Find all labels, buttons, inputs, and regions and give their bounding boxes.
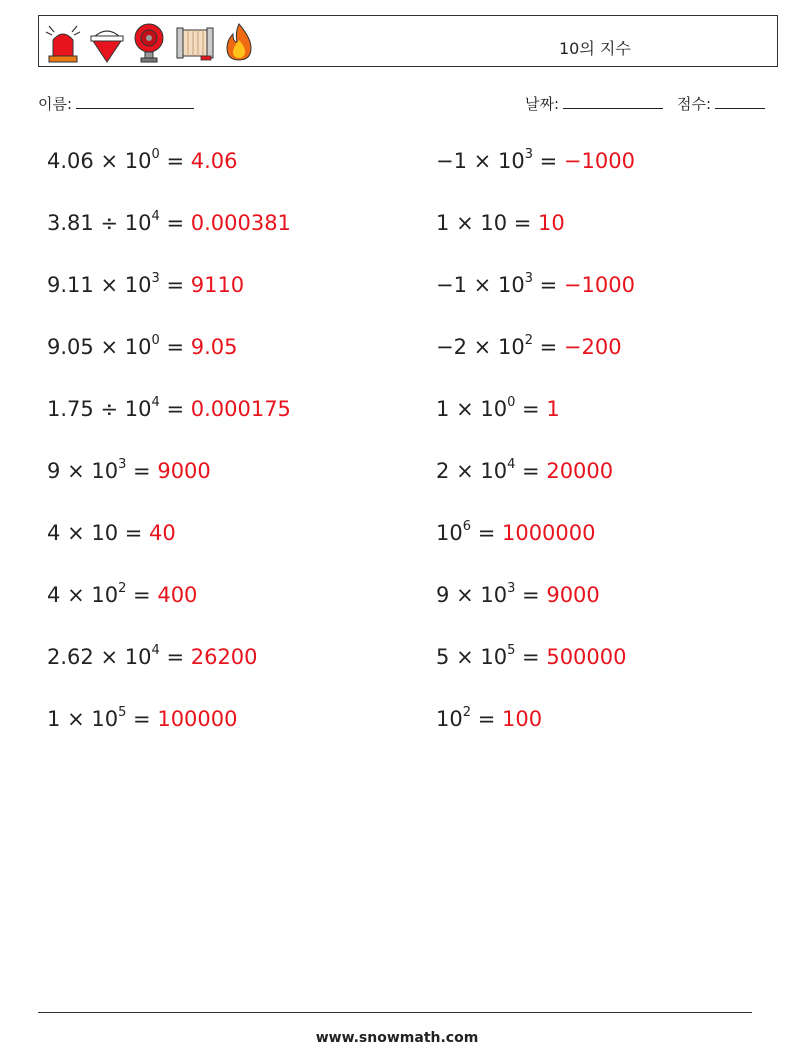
problem-base: 9.05 <box>47 335 94 359</box>
problem-op: × <box>67 707 85 731</box>
problem-op: × <box>67 521 85 545</box>
problem-base: −1 <box>436 273 467 297</box>
problem-op: × <box>100 645 119 669</box>
problem-op: × <box>456 645 474 669</box>
power-base-ten: 10 <box>497 335 525 359</box>
problem-exp: 0 <box>507 395 516 410</box>
problem-answer: 1000000 <box>501 521 596 545</box>
siren-icon <box>43 20 83 64</box>
problem-op: × <box>100 335 119 359</box>
problem-base: 2 <box>436 459 450 483</box>
power-base-ten: 10 <box>124 335 152 359</box>
problem-base: 3.81 <box>47 211 94 235</box>
problem-exp: 3 <box>151 271 160 286</box>
problem-answer: 26200 <box>190 645 258 669</box>
problem-exp: 4 <box>151 395 160 410</box>
problem-answer: 100 <box>501 707 543 731</box>
problem-exp: 2 <box>118 581 127 596</box>
problem-op: × <box>473 335 492 359</box>
problem-exp: 3 <box>118 457 127 472</box>
problem-exp: 6 <box>462 519 472 534</box>
problem-base: −2 <box>436 335 467 359</box>
problem-op: × <box>456 397 474 421</box>
problem-item: $-1 \times 10^3 = -1000$ <box>436 271 635 297</box>
problem-answer: 9110 <box>190 273 245 297</box>
problem-base: 1.75 <box>47 397 94 421</box>
problem-item: $9.11 \times 10^3 = 9110$ <box>47 271 245 297</box>
problem-answer: 9000 <box>157 459 211 483</box>
power-base-ten: 10 <box>124 397 152 421</box>
flame-icon <box>219 20 259 64</box>
problem-exp: 4 <box>151 209 160 224</box>
problem-item: $1 \times 10^5 = 100000$ <box>47 705 238 731</box>
power-base-ten: 10 <box>124 149 152 173</box>
problem-exp: 3 <box>524 147 533 162</box>
problem-base: 4 <box>47 583 61 607</box>
problem-base: 9 <box>436 583 450 607</box>
problem-item: $5 \times 10^5 = 500000$ <box>436 643 627 669</box>
power-base-ten: 10 <box>436 521 463 545</box>
power-base-ten: 10 <box>91 583 119 607</box>
problem-exp: 2 <box>524 333 533 348</box>
problem-op: × <box>456 211 474 235</box>
problem-op: × <box>100 273 119 297</box>
problem-op: × <box>473 149 492 173</box>
page-title: 10의 지수 <box>559 39 631 58</box>
problem-item: 4 × 10 = 40 <box>47 521 176 545</box>
power-base-ten: 10 <box>91 521 119 545</box>
footer-url: www.snowmath.com <box>315 1030 479 1046</box>
problem-answer: 1 <box>546 397 560 421</box>
power-base-ten: 10 <box>124 273 152 297</box>
score-label: 점수: <box>677 95 712 113</box>
problem-exp: 3 <box>524 271 533 286</box>
fire-alarm-bell-icon <box>131 20 171 64</box>
problem-base: 9 <box>47 459 61 483</box>
problem-answer: 0.000175 <box>190 397 291 421</box>
problem-base: 2.62 <box>47 645 94 669</box>
problem-answer: 400 <box>157 583 198 607</box>
problem-item: $-1 \times 10^3 = -1000$ <box>436 147 635 173</box>
problem-exp: 4 <box>507 457 516 472</box>
problem-answer: 9.05 <box>190 335 238 359</box>
power-base-ten: 10 <box>497 149 525 173</box>
power-base-ten: 10 <box>436 707 463 731</box>
power-base-ten: 10 <box>480 397 508 421</box>
problem-base: 1 <box>436 397 450 421</box>
problem-base: 4 <box>47 521 61 545</box>
power-base-ten: 10 <box>91 459 119 483</box>
problem-base: −1 <box>436 149 467 173</box>
score-blank[interactable] <box>715 94 765 109</box>
problem-base: 4.06 <box>47 149 94 173</box>
worksheet-header <box>38 15 778 67</box>
problem-op: × <box>456 583 474 607</box>
power-base-ten: 10 <box>480 583 508 607</box>
problem-op: ÷ <box>100 211 119 235</box>
score-field <box>677 93 765 114</box>
problem-op: × <box>473 273 492 297</box>
problem-item: $4 \times 10^2 = 400$ <box>47 581 198 607</box>
problem-op: × <box>67 583 85 607</box>
problem-op: × <box>100 149 119 173</box>
problem-item: $-2 \times 10^2 = -200$ <box>436 333 622 359</box>
problem-item: $10^6 = 1000000$ <box>436 519 596 545</box>
problem-item: $2 \times 10^4 = 20000$ <box>436 457 614 483</box>
problem-answer: 9000 <box>546 583 600 607</box>
problem-op: × <box>67 459 85 483</box>
header-icons <box>43 20 259 64</box>
problem-base: 9.11 <box>47 273 94 297</box>
problem-answer: −1000 <box>563 273 635 297</box>
problem-item: $1.75 \div 10^4 = 0.000175$ <box>47 395 291 421</box>
problem-answer: −1000 <box>563 149 635 173</box>
name-label: 이름: <box>38 95 73 113</box>
power-base-ten: 10 <box>480 211 508 235</box>
problem-exp: 3 <box>507 581 516 596</box>
problem-item: $1 \times 10^0 = 1$ <box>436 395 560 421</box>
problem-answer: 4.06 <box>190 149 238 173</box>
power-base-ten: 10 <box>480 645 508 669</box>
problem-base: 1 <box>47 707 61 731</box>
problem-answer: 500000 <box>546 645 627 669</box>
problem-answer: −200 <box>563 335 622 359</box>
problem-base: 5 <box>436 645 450 669</box>
problem-op: ÷ <box>100 397 119 421</box>
problem-exp: 2 <box>462 705 472 720</box>
problem-item: $9.05 \times 10^0 = 9.05$ <box>47 333 238 359</box>
problem-item: $9 \times 10^3 = 9000$ <box>47 457 211 483</box>
problem-exp: 0 <box>151 147 160 162</box>
problem-exp: 5 <box>507 643 516 658</box>
problem-exp: 5 <box>118 705 127 720</box>
power-base-ten: 10 <box>480 459 508 483</box>
problem-op: × <box>456 459 474 483</box>
date-label: 날짜: <box>525 95 560 113</box>
footer-divider <box>38 1012 752 1013</box>
problem-answer: 40 <box>149 521 176 545</box>
power-base-ten: 10 <box>497 273 525 297</box>
problem-item: $10^2 = 100$ <box>436 705 543 731</box>
problem-exp: 0 <box>151 333 160 348</box>
date-field <box>525 93 663 114</box>
problem-answer: 10 <box>538 211 565 235</box>
problem-base: 1 <box>436 211 450 235</box>
fire-hose-reel-icon <box>175 20 215 64</box>
problem-item: $9 \times 10^3 = 9000$ <box>436 581 600 607</box>
name-field <box>38 93 194 114</box>
fire-bucket-icon <box>87 20 127 64</box>
problem-item: $2.62 \times 10^4 = 26200$ <box>47 643 258 669</box>
problem-answer: 100000 <box>157 707 238 731</box>
problem-item: 1 × 10 = 10 <box>436 211 565 235</box>
problem-answer: 20000 <box>546 459 614 483</box>
date-blank[interactable] <box>563 94 663 109</box>
name-blank[interactable] <box>76 94 194 109</box>
problem-item: $4.06 \times 10^0 = 4.06$ <box>47 147 238 173</box>
power-base-ten: 10 <box>124 645 152 669</box>
problem-exp: 4 <box>151 643 160 658</box>
power-base-ten: 10 <box>124 211 152 235</box>
problem-item: $3.81 \div 10^4 = 0.000381$ <box>47 209 291 235</box>
power-base-ten: 10 <box>91 707 119 731</box>
problem-answer: 0.000381 <box>190 211 291 235</box>
